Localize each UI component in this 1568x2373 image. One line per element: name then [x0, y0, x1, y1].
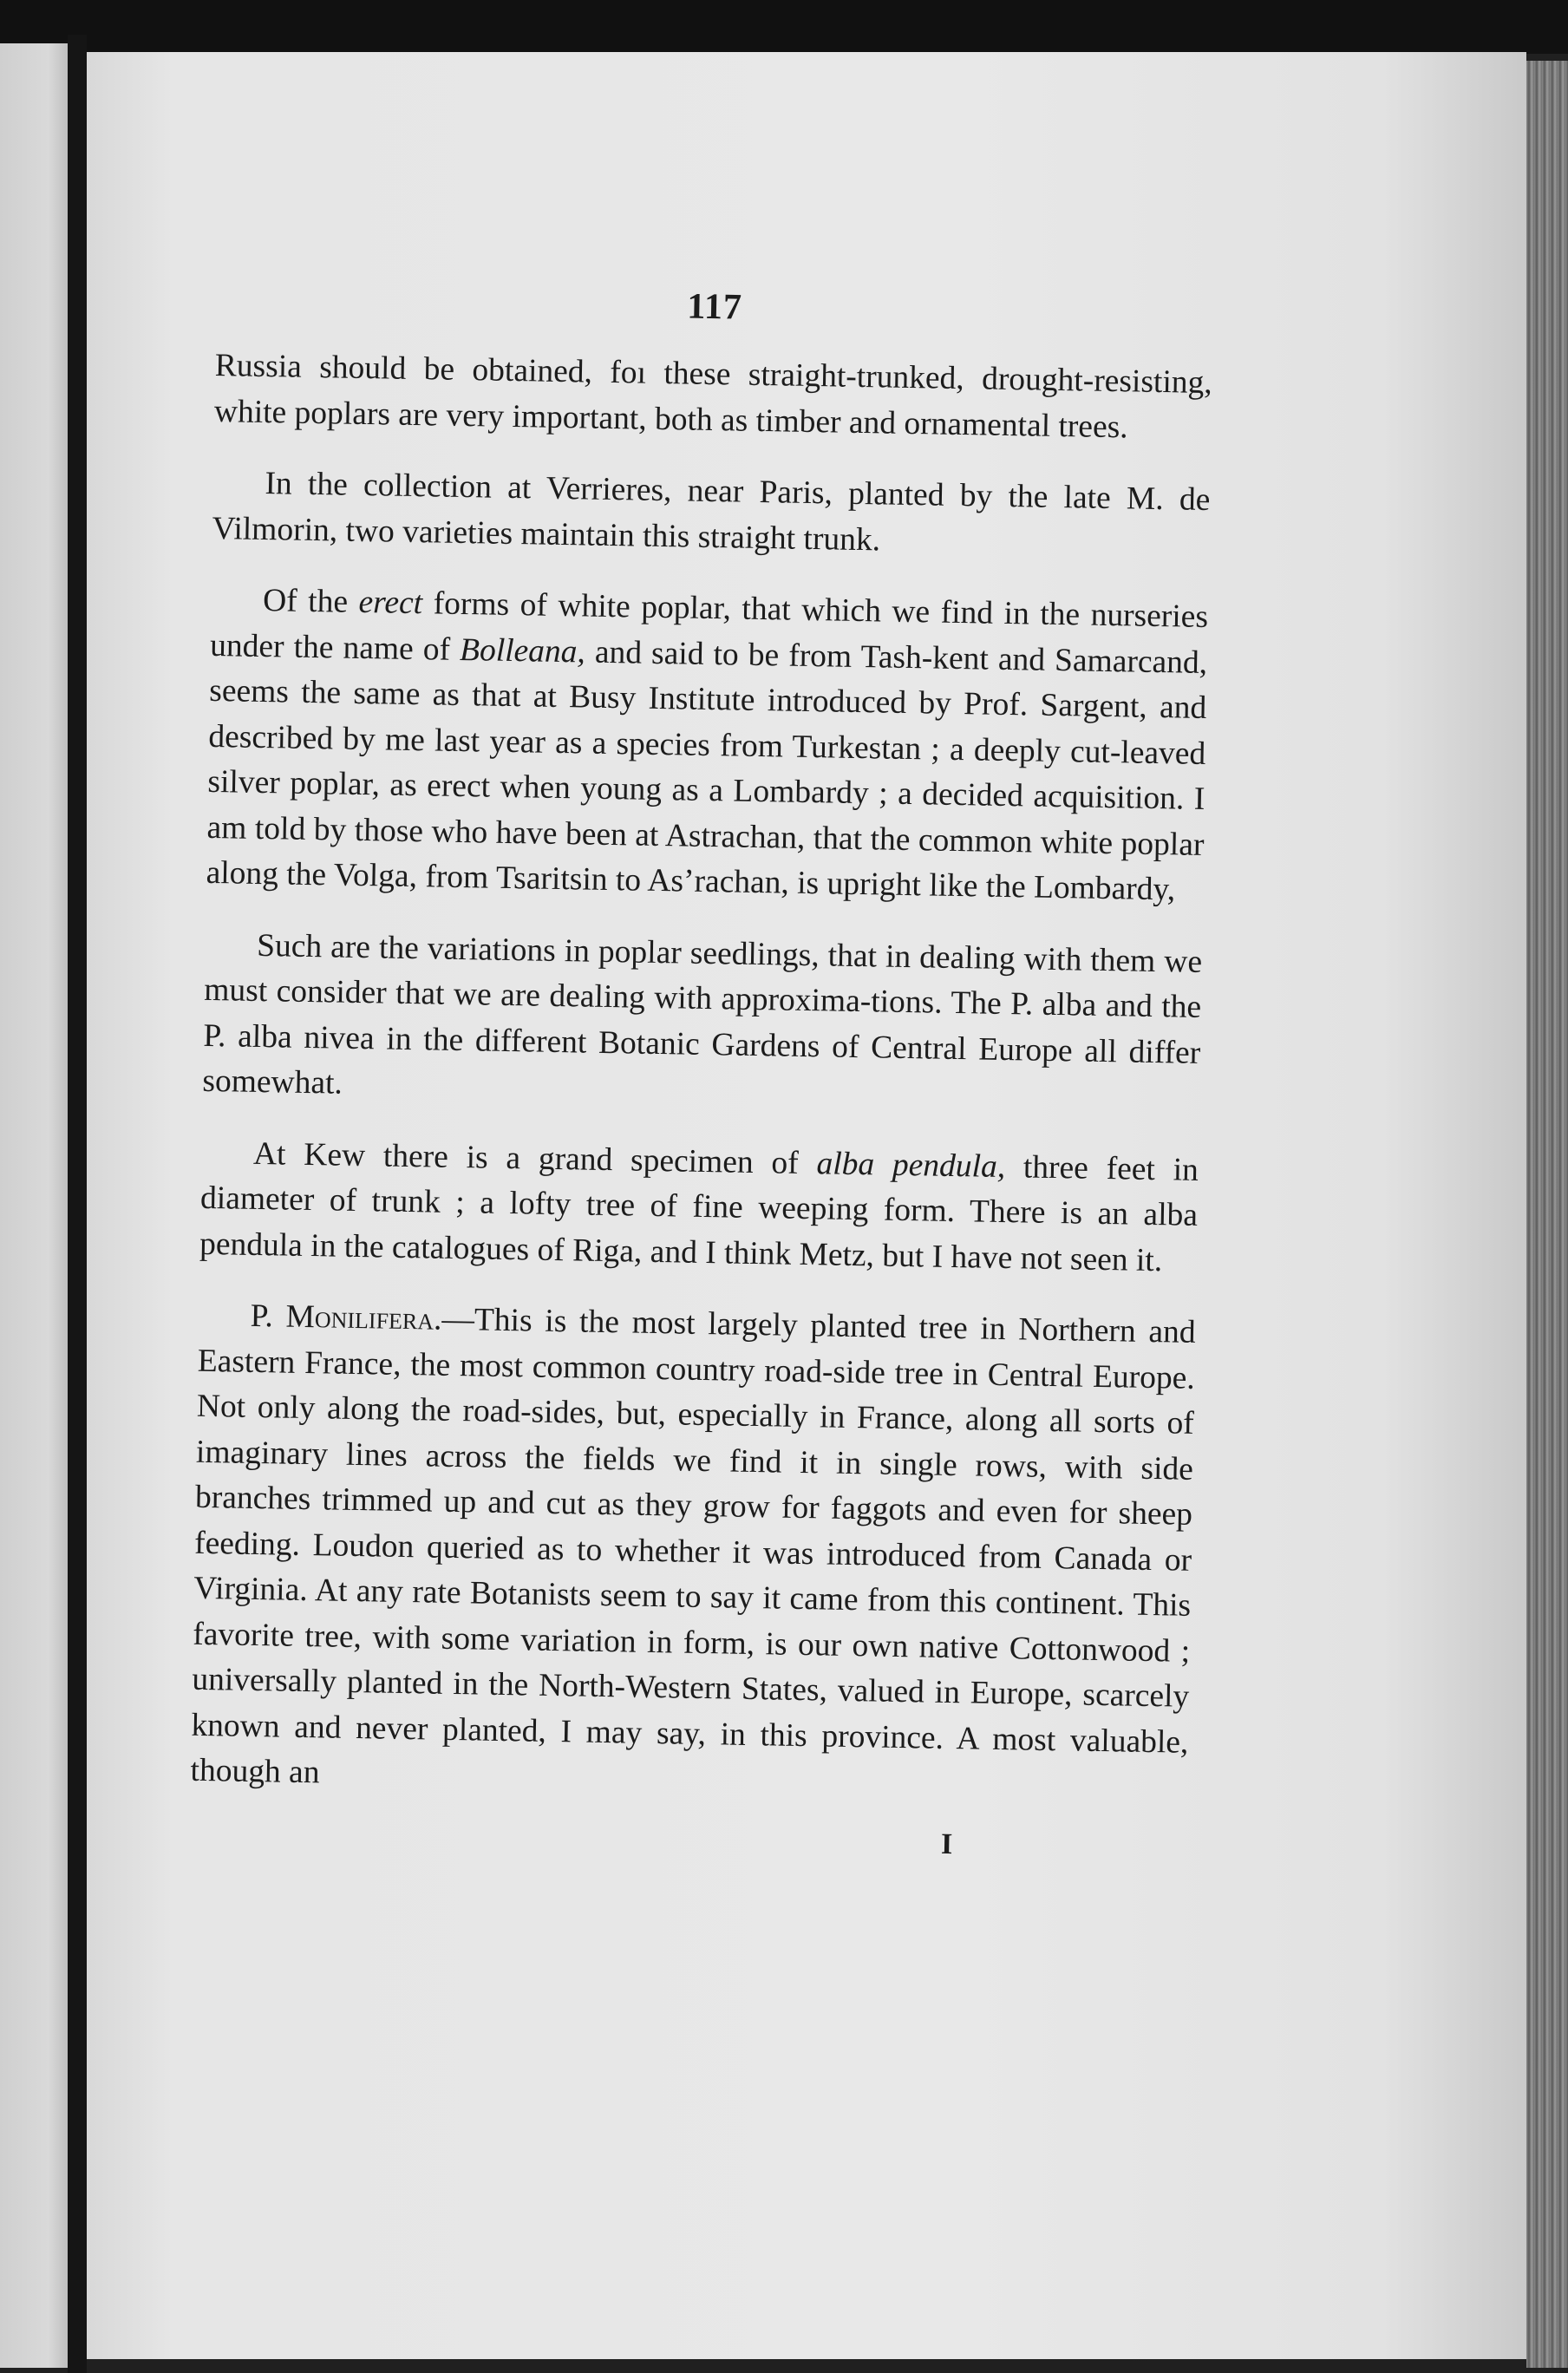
text-italic: alba pendula,: [816, 1145, 1006, 1185]
previous-page-edge: [0, 43, 69, 2368]
text-smallcaps: P. Monilifera.: [250, 1298, 442, 1337]
text-run: In the collection at Verrieres, near Paris, planted by the late M. de Vilmorin, two varieties maintain this straight trunk.: [212, 466, 1211, 558]
paragraph: [202, 922, 1202, 1121]
scan-border-top: [0, 0, 1568, 54]
paragraph: [199, 1130, 1199, 1285]
book-gutter: [68, 35, 87, 2373]
text-run: forms of white poplar, that which we find in the nurseries under the name of: [209, 585, 1209, 668]
text-run: —This is the most largely planted tree in Northern and Eastern France, the most common country road-side tree in Central Europe. Not only along the road-sides, but, especially in France, along all sorts of imaginary lines across the fields we find it in single rows, with side branches trimmed up and cut as they grow for faggots and even for sheep feeding. Loudon queried as to whether it was introduced from Canada or Virginia. At any rate Botanists seem to say it came from this continent. This favorite tree, with some variation in form, is our own native Cottonwood ; universally planted in the North-Western States, valued in Europe, scarcely known and never planted, I may say, in this province. A most valuable, though an: [190, 1301, 1196, 1791]
page-number: 117: [686, 286, 743, 328]
text-italic: erect: [358, 584, 423, 622]
page-text-block: [189, 260, 1214, 1865]
paragraph: [212, 461, 1211, 569]
text-run: Such are the variations in poplar seedlings, that in dealing with them we must consider that we are dealing with approxima-tions. The P. alba and the P. alba nivea in the different Botanic Gardens of Central Europe all differ somewhat.: [202, 927, 1203, 1102]
text-run: At Kew there is a grand specimen of: [252, 1135, 817, 1181]
signature-mark: I: [940, 1827, 953, 1860]
text-run: and said to be from Tash-kent and Samarcand, seems the same as that at Busy Institute introduced by Prof. Sargent, and described by me last year as a species from Turkestan ; a deeply cut-leaved silver poplar, as erect when young as a Lombardy ; a decided acquisition. I am told by those who have been at Astrachan, that the common white poplar along the Volga, from Tsaritsin to As’rachan, is upright like the Lombardy,: [206, 633, 1208, 908]
text-run: three feet in diameter of trunk ; a lofty tree of fine weeping form. There is an alba pendula in the catalogues of Riga, and I think Metz, but I have not seen it.: [199, 1148, 1199, 1278]
text-run: Russia should be obtained, foı these straight-trunked, drought-resisting, white poplars are very important, both as timber and ornamental trees.: [213, 347, 1213, 445]
paragraph: [190, 1293, 1196, 1811]
paragraph: [206, 578, 1208, 914]
text-italic: Bolleana,: [459, 631, 586, 670]
page-stack-edge: [1526, 61, 1568, 2368]
text-run: Of the: [262, 582, 359, 620]
paragraph: [213, 343, 1212, 452]
